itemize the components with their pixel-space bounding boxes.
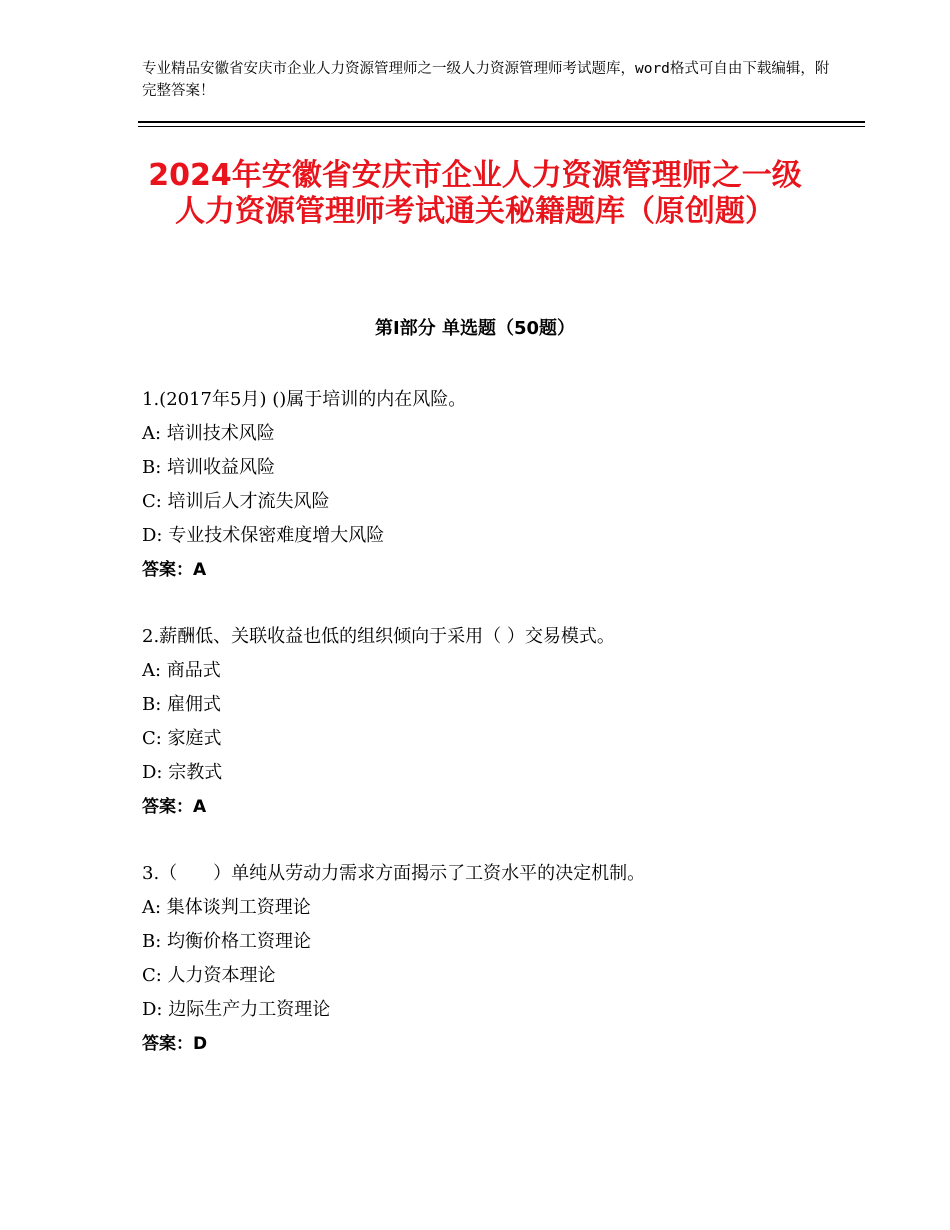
option-d: D: 边际生产力工资理论	[142, 999, 331, 1020]
header-note: 专业精品安徽省安庆市企业人力资源管理师之一级人力资源管理师考试题库，word格式可自由下载编辑，附完整答案！	[142, 61, 830, 99]
option-b: B: 培训收益风险	[142, 457, 276, 478]
answer: 答案：A	[142, 560, 207, 580]
answer: 答案：D	[142, 1034, 208, 1054]
option-a: A: 培训技术风险	[142, 423, 275, 444]
question-3	[142, 857, 842, 1061]
question-1	[142, 383, 842, 587]
question-stem: 3.（ ）单纯从劳动力需求方面揭示了工资水平的决定机制。	[142, 863, 646, 884]
question-list	[142, 383, 842, 1094]
option-c: C: 培训后人才流失风险	[142, 491, 330, 512]
option-c: C: 家庭式	[142, 728, 222, 749]
option-b: B: 雇佣式	[142, 694, 222, 715]
option-b: B: 均衡价格工资理论	[142, 931, 312, 952]
option-d: D: 宗教式	[142, 762, 223, 783]
section-title: 第Ⅰ部分 单选题（50题）	[374, 318, 575, 339]
question-stem: 2.薪酬低、关联收益也低的组织倾向于采用（ ）交易模式。	[142, 626, 615, 647]
option-a: A: 集体谈判工资理论	[142, 897, 311, 918]
answer: 答案：A	[142, 797, 207, 817]
header-divider-thin	[138, 126, 865, 127]
option-c: C: 人力资本理论	[142, 965, 276, 986]
header-divider-thick	[138, 121, 865, 123]
document-title: 2024年安徽省安庆市企业人力资源管理师之一级人力资源管理师考试通关秘籍题库（原创题）	[148, 158, 802, 229]
option-d: D: 专业技术保密难度增大风险	[142, 525, 385, 546]
question-stem: 1.(2017年5月) ()属于培训的内在风险。	[142, 389, 467, 410]
option-a: A: 商品式	[142, 660, 221, 681]
question-2	[142, 620, 842, 824]
